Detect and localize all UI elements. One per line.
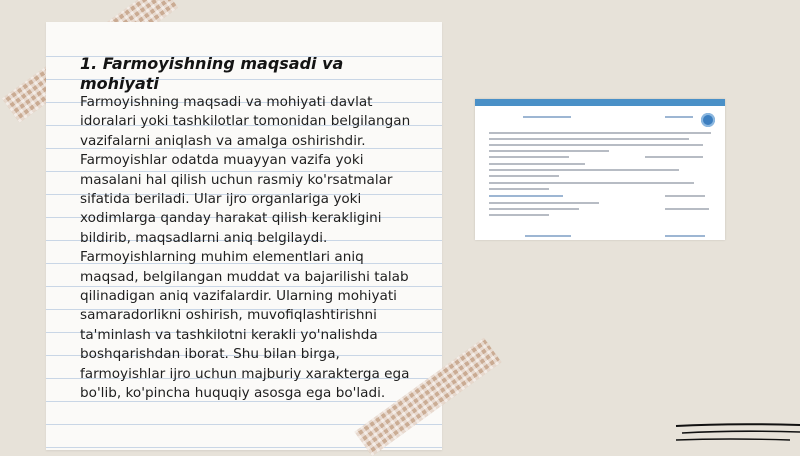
section-body: Farmoyishning maqsadi va mohiyati davlat idoralari yoki tashkilotlar tomonidan belgilangan vazifalarni aniqlash va amalga oshirishdir. Farmoyishlar odatda muayyan vazifa yoki masalani hal qilish uchun rasmiy ko'rsatmalar sifatida beriladi. Ular ijro organlariga yoki xodimlarga qanday harakat qilish kerakligini bildirib, maqsadlarni aniq belgilaydi. Farmoyishlarning muhim elementlari aniq maqsad, belgilangan muddat va bajarilishi talab qilinadigan aniq vazifalardir. Ularning mohiyati samaradorlikni oshirish, muvofiqlashtirishni ta'minlash va tashkilotni kerakli yo'nalishda boshqarishdan iborat. Shu bilan birga, farmoyishlar ijro uchun majburiy xarakterga ega bo'lib, ko'pincha huquqiy asosga ega bo'ladi.	[80, 94, 411, 402]
section-heading: 1. Farmoyishning maqsadi va mohiyati	[80, 54, 344, 93]
